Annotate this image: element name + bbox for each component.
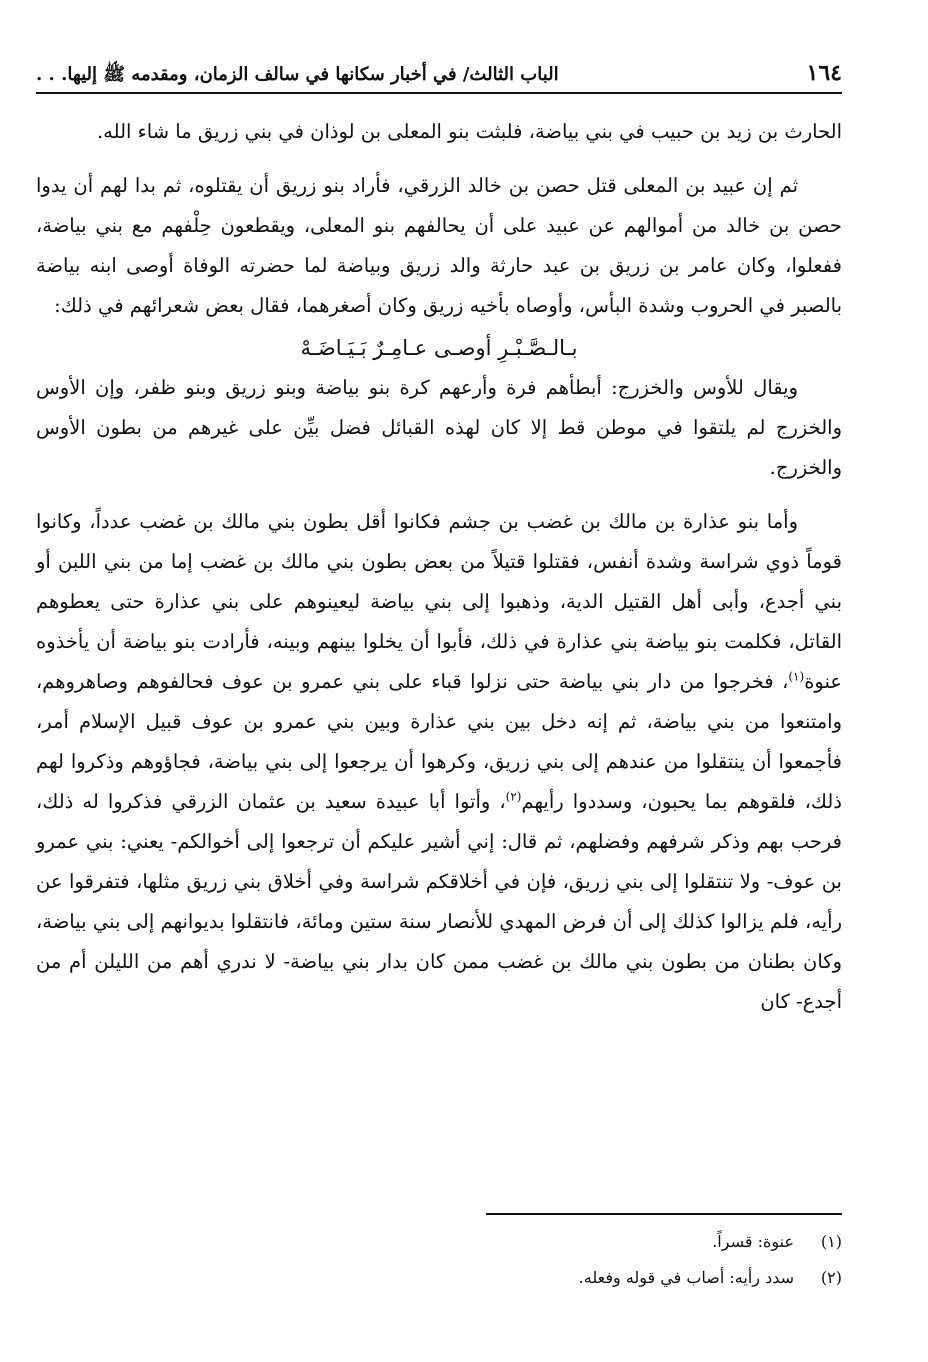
paragraph-4 [36,502,842,1022]
paragraph-4-part-a: وأما بنو عذارة بن مالك بن غضب بن جشم فكانوا أقل بطون بني مالك بن غضب عدداً، وكانوا قوماً ذوي شراسة وشدة أنفس، فقتلوا قتيلاً من بعض بطون بني مالك بن غضب إما من بني اللبن أو بني أجدع، وأبى أهل القتيل الدية، وذهبوا إلى بني بياضة ليعينوهم على بني عذارة حتى يعطوهم القاتل، فكلمت بنو بياضة بني عذارة في ذلك، فأبوا أن يخلوا بينهم وبينه، فأرادت بنو بياضة أن يأخذوه عنوة [36,510,842,693]
page-number: ١٦٤ [806,60,842,86]
paragraph-3: ويقال للأوس والخزرج: أبطأهم فرة وأرعهم كرة بنو بياضة وبنو زريق وبنو ظفر، وإن الأوس والخزرج لم يلتقوا في موطن قط إلا كان لهذه القبائل فضل بيِّن على غيرهم من بطون الأوس والخزرج. [36,376,842,479]
paragraph-4-part-b: ، فخرجوا من دار بني بياضة حتى نزلوا قباء على بني عمرو بن عوف فحالفوهم وصاهروهم، وامتنعوا من بني بياضة، ثم إنه دخل بين بني عذارة وبين بني عمرو بن عوف قبيل الإسلام أمر، فأجمعوا أن ينتقلوا من عندهم إلى بني زريق، وكرهوا أن يرجعوا إلى بني بياضة، فجاؤوهم وذكروا لهم ذلك، فلقوهم بما يحبون، وسددوا رأيهم [36,670,842,813]
poetry-verse: بـالـصَّـبْـرِ أوصـى عـامِـرٌ بَـيَـاضَـهْ [300,336,578,360]
footnote-number: (١) [820,1232,842,1251]
running-header [36,44,842,84]
paragraph-4-part-c: ، وأتوا أبا عبيدة سعيد بن عثمان الزرقي فذكروا له ذلك، فرحب بهم وذكر شرفهم وفضلهم، ثم قال: إني أشير عليكم أن ترجعوا إلى أخوالكم- يعني: بني عمرو بن عوف- ولا تنتقلوا إلى بني زريق، فإن في أخلاقكم شراسة وفي أخلاق بني زريق مثلها، فتفرقوا عن رأيه، فلم يزالوا كذلك إلى أن فرض المهدي للأنصار سنة ستين ومائة، فانتقلوا بديوانهم إلى بني بياضة، وكان بطنان من بطون بني مالك بن غضب ممن كان بدار بني بياضة- لا ندري أهم من الليلن أم من أجدع- كان [36,790,842,1013]
footnote-2 [36,1260,842,1296]
footnote-ref-2[interactable]: (٢) [505,789,522,804]
main-text [36,112,842,1022]
header-divider [36,92,842,94]
paragraph-2: ثم إن عبيد بن المعلى قتل حصن بن خالد الزرقي، فأراد بنو زريق أن يقتلوه، ثم بدا لهم أن يدوا حصن بن خالد من أموالهم عن عبيد على أن يحالفهم بنو المعلى، ويقطعون حِلْفهم مع بني بياضة، ففعلوا، وكان عامر بن زريق بن عبد حارثة والد زريق وبياضة لما حضرته الوفاة أوصى ابنه بياضة بالصبر في الحروب وشدة البأس، وأوصاه بأخيه زريق وكان أصغرهما، فقال بعض شعرائهم في ذلك: [36,174,842,317]
paragraph-1: الحارث بن زيد بن حبيب في بني بياضة، فلبثت بنو المعلى بن لوذان في بني زريق ما شاء الله. [96,120,842,143]
footnote-divider [486,1213,842,1215]
footnote-text: عنوة: قسراً. [712,1232,794,1251]
footnote-ref-1[interactable]: (١) [788,669,805,684]
footnote-number: (٢) [820,1268,842,1287]
footnotes-section [36,1224,842,1296]
footnote-text: سدد رأيه: أصاب في قوله وفعله. [578,1268,794,1287]
footnote-1 [36,1224,842,1260]
chapter-title: الباب الثالث/ في أخبار سكانها في سالف الزمان، ومقدمه ﷺ إليها. . . [36,64,559,85]
